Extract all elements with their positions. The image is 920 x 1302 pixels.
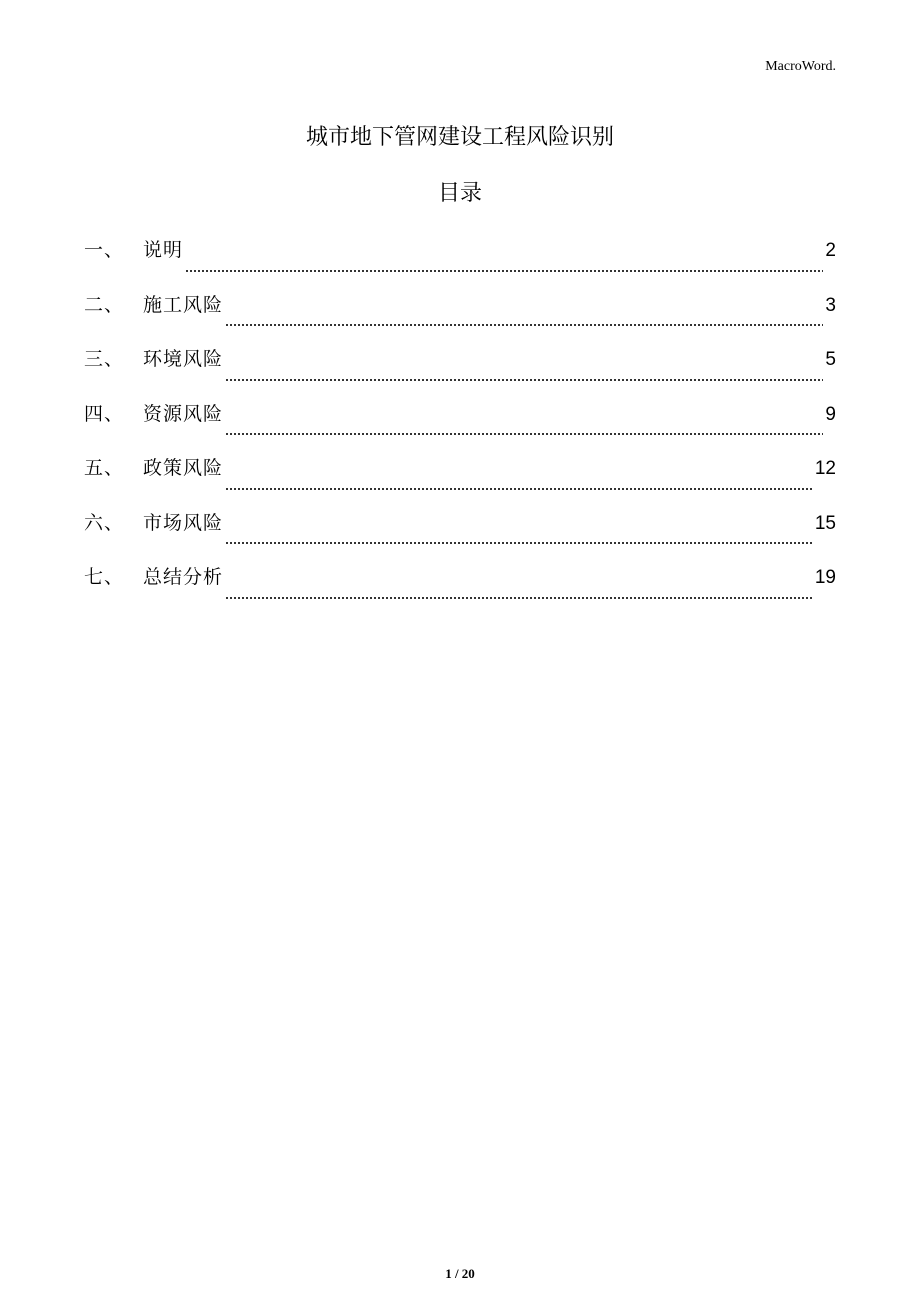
toc-dot-leader (225, 597, 813, 599)
toc-entry-page: 5 (825, 349, 836, 370)
toc-entry-number: 四、 (84, 402, 125, 425)
toc-entry-number: 六、 (84, 511, 125, 534)
toc-heading: 目录 (437, 181, 482, 206)
toc-entry-6[interactable] (84, 507, 836, 562)
toc-entry-title: 政策风险 (143, 457, 224, 479)
toc-entry-page: 2 (825, 240, 836, 261)
document-title: 城市地下管网建设工程风险识别 (305, 125, 614, 150)
toc-entry-number: 二、 (84, 293, 125, 316)
toc-entry-page: 3 (825, 294, 836, 316)
toc-entry-page: 12 (814, 458, 836, 479)
toc-entry-number: 三、 (84, 348, 125, 370)
toc-dot-leader (185, 270, 823, 272)
toc-entry-number: 五、 (84, 457, 125, 479)
toc-entry-1[interactable] (84, 234, 836, 289)
toc-entry-4[interactable] (84, 398, 836, 453)
toc-entry-title: 市场风险 (143, 511, 224, 534)
page-number-footer: 1 / 20 (445, 1266, 475, 1281)
toc-entry-7[interactable] (84, 561, 836, 616)
table-of-contents (84, 234, 836, 616)
toc-entry-page: 19 (814, 567, 836, 588)
toc-entry-title: 资源风险 (143, 402, 224, 425)
toc-dot-leader (225, 433, 823, 435)
toc-entry-3[interactable] (84, 343, 836, 398)
toc-dot-leader (225, 379, 823, 381)
toc-dot-leader (225, 324, 823, 326)
toc-entry-2[interactable] (84, 289, 836, 344)
toc-dot-leader (225, 488, 813, 490)
toc-entry-number: 七、 (84, 566, 125, 588)
toc-dot-leader (225, 542, 813, 544)
toc-entry-title: 说明 (143, 239, 184, 261)
toc-entry-title: 总结分析 (143, 566, 224, 588)
toc-entry-number: 一、 (84, 239, 125, 261)
toc-entry-page: 9 (825, 403, 836, 425)
toc-entry-title: 施工风险 (143, 293, 224, 316)
toc-entry-5[interactable] (84, 452, 836, 507)
page-header-text: MacroWord. (765, 59, 836, 74)
toc-entry-page: 15 (814, 512, 836, 534)
toc-entry-title: 环境风险 (143, 348, 224, 370)
